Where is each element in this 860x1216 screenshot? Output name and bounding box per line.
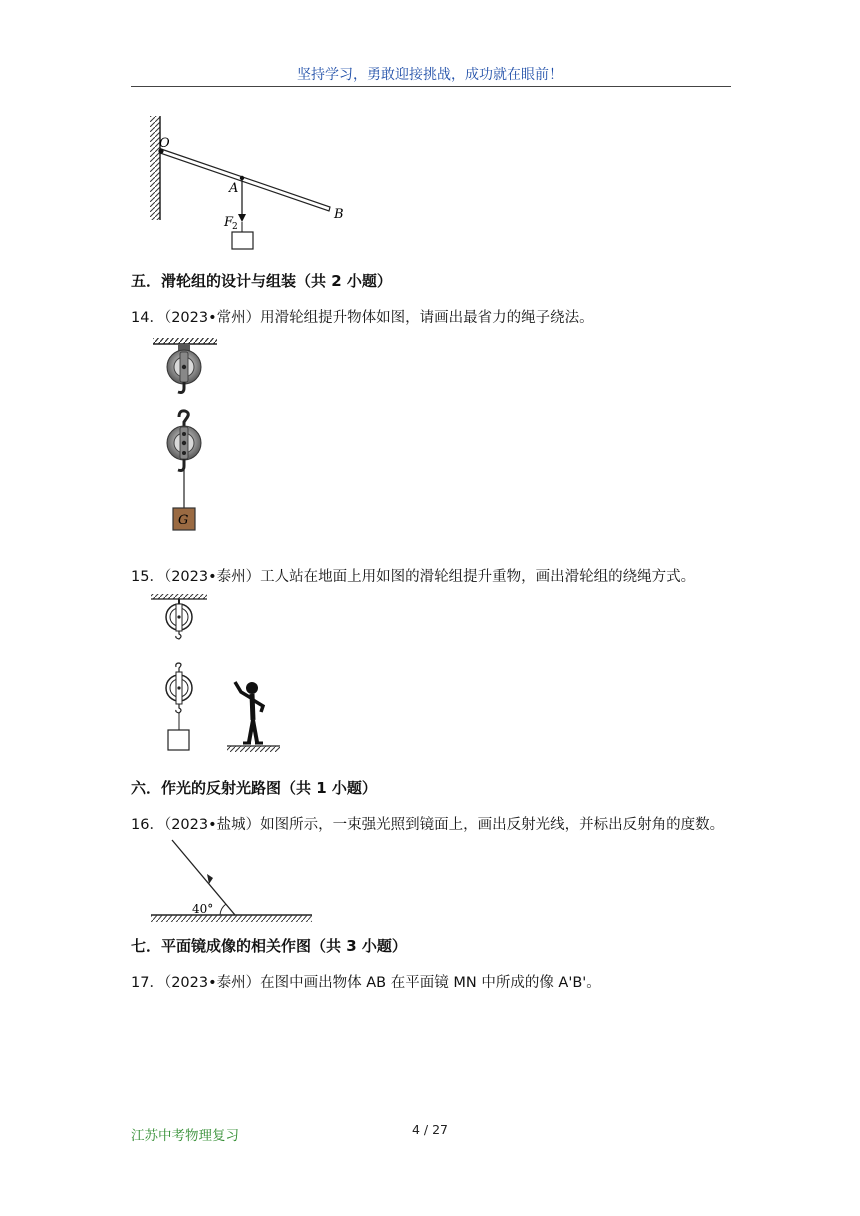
section-title-7: 七．平面镜成像的相关作图（共 3 小题） [131,937,407,955]
angle-arc [220,904,226,915]
question-17: 17．（2023•泰州）在图中画出物体 AB 在平面镜 MN 中所成的像 A'B'。 [131,975,601,991]
mirror-hatch [151,915,312,922]
weight-g-label: G [178,513,189,528]
footer-label: 江苏中考物理复习 [131,1128,239,1144]
movable-pulley [167,411,201,471]
movable-pulley [166,663,192,713]
label-b: B [334,207,344,222]
mirror-figure [148,836,316,928]
angle-label: 40° [192,902,214,916]
label-a: A [229,181,239,196]
pulley-figure-15 [145,592,285,758]
section-title-6: 六．作光的反射光路图（共 1 小题） [131,779,377,797]
page-number: 4 / 27 [411,1122,449,1137]
section-title-5: 五．滑轮组的设计与组装（共 2 小题） [131,272,392,290]
lever-bar [160,149,330,211]
label-f: F [224,215,234,230]
question-14: 14．（2023•常州）用滑轮组提升物体如图，请画出最省力的绳子绕法。 [131,310,594,326]
ceiling-hatch [151,594,207,599]
weight-block [232,232,253,249]
header-motto: 坚持学习，勇敢迎接挑战，成功就在眼前！ [297,67,563,83]
fixed-pulley [167,344,201,393]
pulley-figure-14 [150,336,225,536]
lever-figure [140,112,360,254]
ground-hatch [227,746,280,752]
question-16: 16．（2023•盐城）如图所示，一束强光照到镜面上，画出反射光线，并标出反射角的度数。 [131,817,725,833]
worker-figure [235,682,263,743]
force-f2-arrowhead [238,214,246,222]
question-15: 15．（2023•泰州）工人站在地面上用如图的滑轮组提升重物，画出滑轮组的绕绳方式。 [131,569,696,585]
label-o: O [159,136,170,151]
weight-block [168,730,189,750]
ceiling-hatch [153,338,217,344]
fixed-pulley [166,599,192,639]
header-rule [131,86,731,87]
label-f-sub: 2 [232,222,238,232]
wall-hatch [150,116,160,220]
